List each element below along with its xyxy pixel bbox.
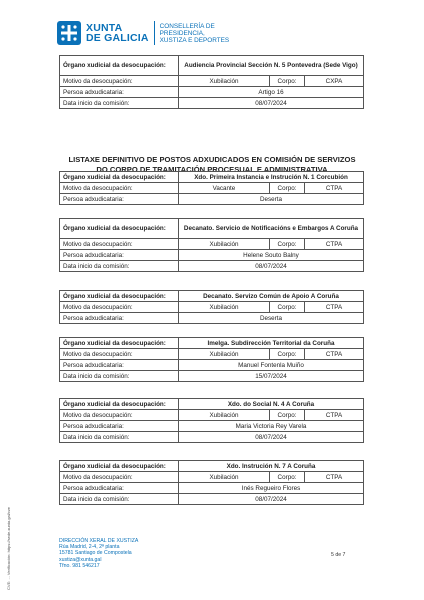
organo-label: Órgano xudicial da desocupación: xyxy=(60,291,179,302)
data-label: Data inicio da comisión: xyxy=(60,98,179,109)
organo-value: Decanato. Servicio de Notificacións e Embargos A Coruña xyxy=(179,219,364,239)
data-value: 15/07/2024 xyxy=(179,371,364,382)
persoa-label: Persoa adxudicataria: xyxy=(60,250,179,261)
data-label: Data inicio da comisión: xyxy=(60,432,179,443)
table-row xyxy=(60,194,364,205)
table-row xyxy=(60,172,364,183)
persoa-value: Inés Regueiro Flores xyxy=(179,483,364,494)
table-row xyxy=(60,371,364,382)
data-value: 08/07/2024 xyxy=(179,98,364,109)
table-row xyxy=(60,302,364,313)
table-row xyxy=(60,472,364,483)
data-value: 08/07/2024 xyxy=(179,261,364,272)
persoa-label: Persoa adxudicataria: xyxy=(60,194,179,205)
persoa-value: Deserta xyxy=(179,313,364,324)
persoa-value: Helene Souto Balny xyxy=(179,250,364,261)
data-value: 08/07/2024 xyxy=(179,432,364,443)
corpo-label: Corpo: xyxy=(270,472,305,483)
corpo-value: CTPA xyxy=(305,410,364,421)
persoa-label: Persoa adxudicataria: xyxy=(60,313,179,324)
dept-line-3: XUSTIZA E DEPORTES xyxy=(159,36,230,44)
persoa-value: Artigo 16 xyxy=(179,87,364,98)
page-number: 5 de 7 xyxy=(331,552,346,558)
motivo-label: Motivo da desocupación: xyxy=(60,302,179,313)
organo-label: Órgano xudicial da desocupación: xyxy=(60,172,179,183)
data-value: 08/07/2024 xyxy=(179,494,364,505)
logo-line-2: DE GALICIA xyxy=(86,32,149,44)
footer xyxy=(59,538,346,569)
header xyxy=(56,18,229,48)
data-label: Data inicio da comisión: xyxy=(60,261,179,272)
motivo-value: Xubilación xyxy=(179,76,270,87)
verification-note: CVE: ... Verificación: https://sede.xunta.gal/cve xyxy=(6,507,11,590)
organo-value: Imelga. Subdirección Territorial da Coruña xyxy=(179,338,364,349)
table-row xyxy=(60,219,364,239)
motivo-value: Xubilación xyxy=(179,472,270,483)
logo-wordmark xyxy=(86,23,149,43)
assignment-table-0 xyxy=(59,55,364,109)
section-title: LISTAXE DEFINITIVO DE POSTOS ADXUDICADOS EN COMISIÓN DE SERVIZOS DO CORPO DE TRAMITACIÓN PROCESUAL E ADMINISTRATIVA xyxy=(68,155,356,174)
persoa-label: Persoa adxudicataria: xyxy=(60,421,179,432)
organo-label: Órgano xudicial da desocupación: xyxy=(60,56,179,76)
motivo-label: Motivo da desocupación: xyxy=(60,349,179,360)
table-row xyxy=(60,56,364,76)
table-row xyxy=(60,410,364,421)
persoa-value: Deserta xyxy=(179,194,364,205)
assignment-table-1 xyxy=(59,171,364,205)
organo-label: Órgano xudicial da desocupación: xyxy=(60,399,179,410)
table-row xyxy=(60,291,364,302)
corpo-value: CTPA xyxy=(305,302,364,313)
corpo-value: CTPA xyxy=(305,183,364,194)
motivo-value: Vacante xyxy=(179,183,270,194)
footer-email[interactable]: xustiza@xunta.gal xyxy=(59,556,102,563)
table-row xyxy=(60,399,364,410)
corpo-label: Corpo: xyxy=(270,302,305,313)
logo-divider xyxy=(154,21,155,45)
corpo-label: Corpo: xyxy=(270,76,305,87)
assignment-table-3 xyxy=(59,290,364,324)
assignment-table-2 xyxy=(59,218,364,272)
assignment-table-4 xyxy=(59,337,364,382)
table-row xyxy=(60,239,364,250)
motivo-label: Motivo da desocupación: xyxy=(60,183,179,194)
corpo-label: Corpo: xyxy=(270,410,305,421)
organo-value: Xdo. do Social N. 4 A Coruña xyxy=(179,399,364,410)
motivo-value: Xubilación xyxy=(179,239,270,250)
table-row xyxy=(60,87,364,98)
organo-value: Decanato. Servizo Común de Apoio A Coruña xyxy=(179,291,364,302)
footer-city: 15781 Santiago de Compostela xyxy=(59,550,132,557)
table-row xyxy=(60,250,364,261)
motivo-label: Motivo da desocupación: xyxy=(60,410,179,421)
corpo-label: Corpo: xyxy=(270,183,305,194)
dept-line-2: PRESIDENCIA, xyxy=(159,29,205,37)
dept-line-1: CONSELLERÍA DE xyxy=(159,22,215,30)
corpo-value: CXPA xyxy=(305,76,364,87)
corpo-value: CTPA xyxy=(305,472,364,483)
corpo-value: CTPA xyxy=(305,349,364,360)
table-row xyxy=(60,76,364,87)
table-row xyxy=(60,261,364,272)
persoa-value: Maria Victoria Rey Varela xyxy=(179,421,364,432)
motivo-value: Xubilación xyxy=(179,302,270,313)
xunta-logo-icon xyxy=(56,20,82,46)
assignment-table-5 xyxy=(59,398,364,443)
table-row xyxy=(60,98,364,109)
organo-label: Órgano xudicial da desocupación: xyxy=(60,461,179,472)
motivo-value: Xubilación xyxy=(179,349,270,360)
persoa-value: Manuel Fontenla Muiño xyxy=(179,360,364,371)
footer-address: Rúa Madrid, 2-4, 2ª planta xyxy=(59,544,120,551)
corpo-value: CTPA xyxy=(305,239,364,250)
data-label: Data inicio da comisión: xyxy=(60,371,179,382)
table-row xyxy=(60,421,364,432)
persoa-label: Persoa adxudicataria: xyxy=(60,360,179,371)
corpo-label: Corpo: xyxy=(270,349,305,360)
assignment-table-6 xyxy=(59,460,364,505)
organo-label: Órgano xudicial da desocupación: xyxy=(60,219,179,239)
table-row xyxy=(60,432,364,443)
table-row xyxy=(60,461,364,472)
motivo-label: Motivo da desocupación: xyxy=(60,76,179,87)
corpo-label: Corpo: xyxy=(270,239,305,250)
table-row xyxy=(60,494,364,505)
persoa-label: Persoa adxudicataria: xyxy=(60,483,179,494)
motivo-value: Xubilación xyxy=(179,410,270,421)
persoa-label: Persoa adxudicataria: xyxy=(60,87,179,98)
footer-phone: Tfno. 981 546217 xyxy=(59,562,100,569)
table-row xyxy=(60,183,364,194)
table-row xyxy=(60,360,364,371)
organo-label: Órgano xudicial da desocupación: xyxy=(60,338,179,349)
organo-value: Audiencia Provincial Sección N. 5 Pontevedra (Sede Vigo) xyxy=(179,56,364,76)
department-name xyxy=(160,23,230,44)
organo-value: Xdo. Instrución N. 7 A Coruña xyxy=(179,461,364,472)
organo-value: Xdo. Primeira Instancia e Instrución N. 1 Corcubión xyxy=(179,172,364,183)
table-row xyxy=(60,338,364,349)
table-row xyxy=(60,349,364,360)
table-row xyxy=(60,483,364,494)
motivo-label: Motivo da desocupación: xyxy=(60,239,179,250)
logo-line-1: XUNTA xyxy=(86,22,123,34)
footer-org: DIRECCIÓN XERAL DE XUSTIZA xyxy=(59,538,139,544)
table-row xyxy=(60,313,364,324)
data-label: Data inicio da comisión: xyxy=(60,494,179,505)
motivo-label: Motivo da desocupación: xyxy=(60,472,179,483)
